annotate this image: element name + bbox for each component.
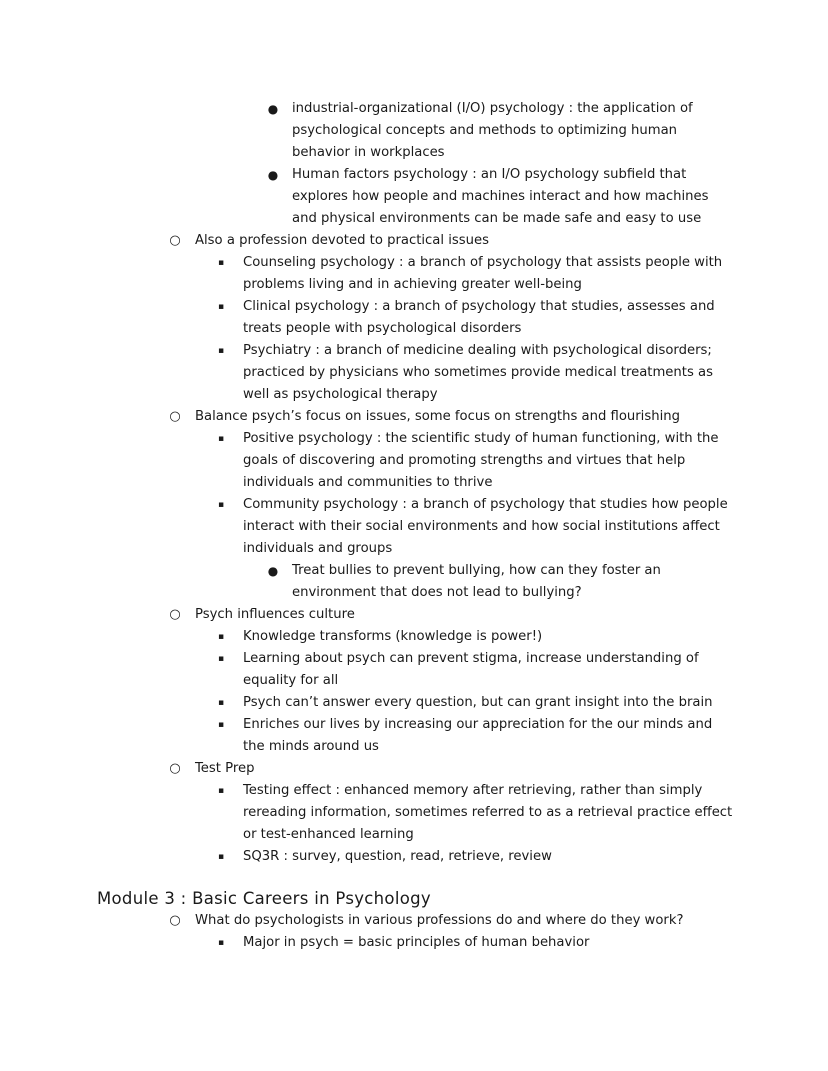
list-item-text: Test Prep bbox=[195, 761, 255, 776]
list-item-text: What do psychologists in various professions do and where do they work? bbox=[195, 913, 684, 928]
square-bullet-icon: ▪ bbox=[217, 632, 225, 642]
circle-bullet-icon: ○ bbox=[169, 761, 181, 776]
list-item-text: Psychiatry : a branch of medicine dealing with psychological disorders; practiced by physicians who sometimes provide medical treatments as well as psychological therapy bbox=[243, 343, 713, 402]
square-bullet-icon: ▪ bbox=[217, 346, 225, 356]
square-bullet-icon: ▪ bbox=[217, 698, 225, 708]
square-bullet-icon: ▪ bbox=[217, 852, 225, 862]
square-bullet-icon: ▪ bbox=[217, 720, 225, 730]
list-item-text: Enriches our lives by increasing our appreciation for the our minds and the minds around us bbox=[243, 717, 713, 754]
list-item-text: Psych can’t answer every question, but can grant insight into the brain bbox=[243, 695, 713, 710]
square-bullet-icon: ▪ bbox=[217, 786, 225, 796]
square-bullet-icon: ▪ bbox=[217, 258, 225, 268]
list-item-text: Counseling psychology : a branch of psychology that assists people with problems living and in achieving greater well-being bbox=[243, 255, 723, 292]
list-item-text: Learning about psych can prevent stigma, increase understanding of equality for all bbox=[243, 651, 699, 688]
module-heading: Module 3 : Basic Careers in Psychology bbox=[97, 889, 431, 908]
list-item-text: Knowledge transforms (knowledge is power!) bbox=[243, 629, 543, 644]
list-item-text: industrial-organizational (I/O) psychology : the application of psychological concepts and methods to optimizing human behavior in workplaces bbox=[292, 101, 693, 160]
square-bullet-icon: ▪ bbox=[217, 434, 225, 444]
list-item-text: Balance psych’s focus on issues, some focus on strengths and flourishing bbox=[195, 409, 680, 424]
circle-bullet-icon: ○ bbox=[169, 409, 181, 424]
list-item-text: Also a profession devoted to practical issues bbox=[195, 233, 489, 248]
disc-bullet-icon: ● bbox=[267, 564, 279, 578]
list-item-text: Testing effect : enhanced memory after retrieving, rather than simply rereading information, sometimes referred to as a retrieval practice effect or test-enhanced learning bbox=[243, 783, 733, 842]
circle-bullet-icon: ○ bbox=[169, 607, 181, 622]
list-item-text: Clinical psychology : a branch of psychology that studies, assesses and treats people with psychological disorders bbox=[243, 299, 715, 336]
circle-bullet-icon: ○ bbox=[169, 233, 181, 248]
square-bullet-icon: ▪ bbox=[217, 654, 225, 664]
list-item-text: Psych influences culture bbox=[195, 607, 355, 622]
disc-bullet-icon: ● bbox=[267, 168, 279, 182]
list-item-text: Treat bullies to prevent bullying, how can they foster an environment that does not lead to bullying? bbox=[292, 563, 661, 600]
square-bullet-icon: ▪ bbox=[217, 302, 225, 312]
square-bullet-icon: ▪ bbox=[217, 500, 225, 510]
list-item-text: Positive psychology : the scientific study of human functioning, with the goals of discovering and promoting strengths and virtues that help individuals and communities to thrive bbox=[243, 431, 719, 490]
circle-bullet-icon: ○ bbox=[169, 913, 181, 928]
list-item-text: Major in psych = basic principles of human behavior bbox=[243, 935, 590, 950]
square-bullet-icon: ▪ bbox=[217, 938, 225, 948]
list-item-text: Human factors psychology : an I/O psychology subfield that explores how people and machines interact and how machines and physical environments can be made safe and easy to use bbox=[292, 167, 709, 226]
disc-bullet-icon: ● bbox=[267, 102, 279, 116]
list-item-text: SQ3R : survey, question, read, retrieve, review bbox=[243, 849, 552, 864]
list-item-text: Community psychology : a branch of psychology that studies how people interact with their social environments and how social institutions affect individuals and groups bbox=[243, 497, 728, 556]
